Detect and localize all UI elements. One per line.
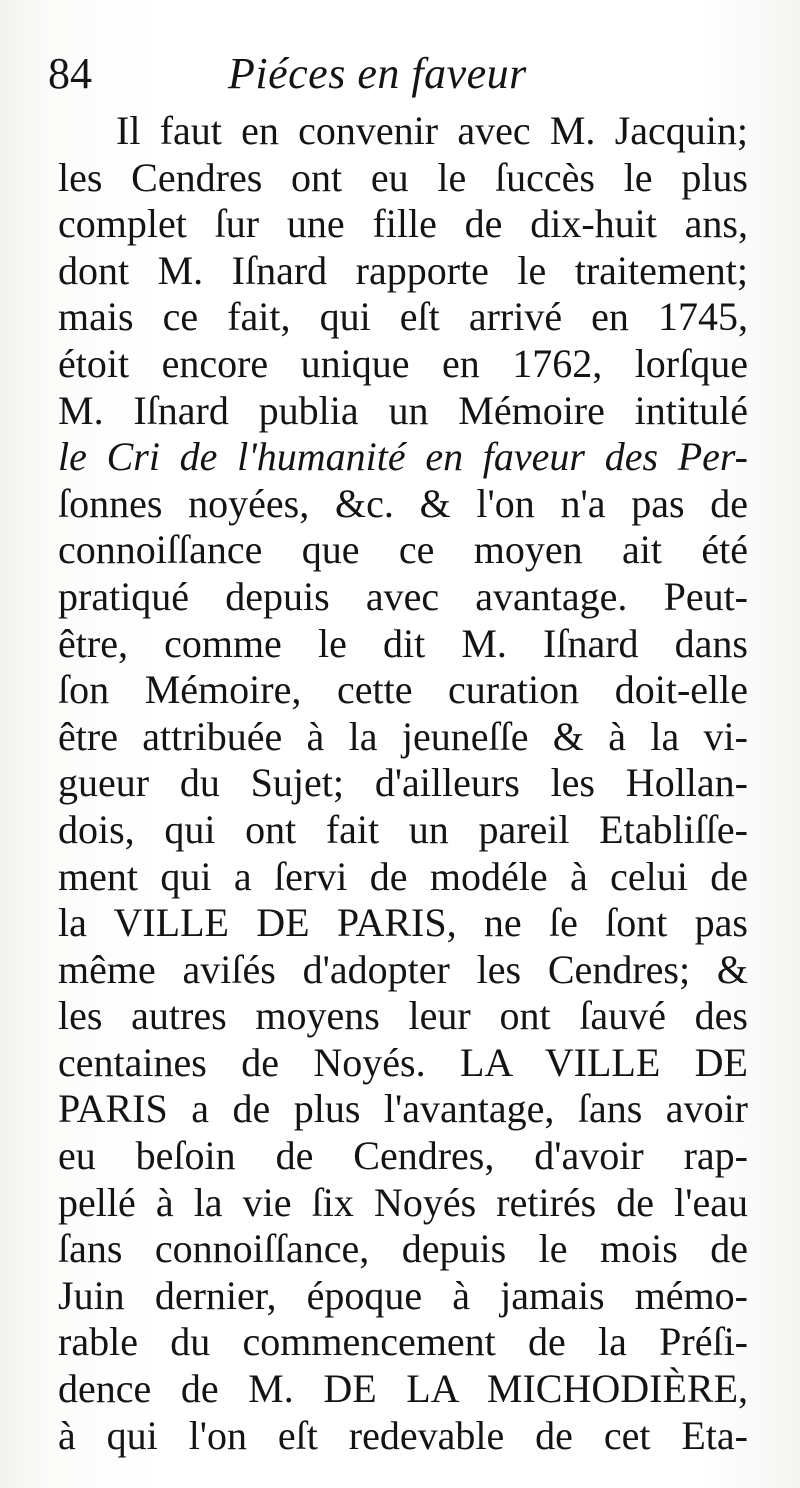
body-text: [58, 108, 748, 1459]
text-line-italic: le Cri de l'humanité en faveur des Per-: [58, 434, 748, 480]
text-line: ſon Mémoire, cette curation doit-elle: [58, 667, 748, 713]
text-line: dont M. Iſnard rapporte le traitement;: [58, 247, 748, 293]
text-line: complet ſur une fille de dix-huit ans,: [58, 201, 748, 247]
text-line: centaines de Noyés. LA VILLE DE: [58, 1039, 748, 1085]
text-line: gueur du Sujet; d'ailleurs les Hollan-: [58, 760, 748, 806]
text-line: ſonnes noyées, &c. & l'on n'a pas de: [58, 480, 748, 526]
text-line: les autres moyens leur ont ſauvé des: [58, 993, 748, 1039]
text-line: les Cendres ont eu le ſuccès le plus: [58, 154, 748, 200]
text-line: la VILLE DE PARIS, ne ſe ſont pas: [58, 900, 748, 946]
text-line: pratiqué depuis avec avantage. Peut-: [58, 573, 748, 619]
text-line: connoiſſance que ce moyen ait été: [58, 527, 748, 573]
text-line: être, comme le dit M. Iſnard dans: [58, 620, 748, 666]
text-line: dence de M. DE LA MICHODIÈRE,: [58, 1366, 748, 1412]
text-line: étoit encore unique en 1762, lorſque: [58, 340, 748, 386]
text-line: ment qui a ſervi de modéle à celui de: [58, 853, 748, 899]
text-line: même aviſés d'adopter les Cendres; &: [58, 946, 748, 992]
text-line: pellé à la vie ſix Noyés retirés de l'eau: [58, 1179, 748, 1225]
text-line: PARIS a de plus l'avantage, ſans avoir: [58, 1086, 748, 1132]
text-line: être attribuée à la jeuneſſe & à la vi-: [58, 713, 748, 759]
text-line: dois, qui ont fait un pareil Etabliſſe-: [58, 806, 748, 852]
running-head: [48, 44, 748, 104]
text-line: eu beſoin de Cendres, d'avoir rap-: [58, 1133, 748, 1179]
text-line: mais ce fait, qui eſt arrivé en 1745,: [58, 294, 748, 340]
text-line: à qui l'on eſt redevable de cet Eta-: [58, 1412, 748, 1458]
text-line: rable du commencement de la Préſi-: [58, 1319, 748, 1365]
text-line: Juin dernier, époque à jamais mémo-: [58, 1272, 748, 1318]
text-line: Il faut en convenir avec M. Jacquin;: [116, 108, 748, 153]
text-line: ſans connoiſſance, depuis le mois de: [58, 1226, 748, 1272]
text-line: M. Iſnard publia un Mémoire intitulé: [58, 387, 748, 433]
running-title: Piéces en faveur: [228, 49, 527, 98]
page-number: 84: [48, 49, 92, 98]
